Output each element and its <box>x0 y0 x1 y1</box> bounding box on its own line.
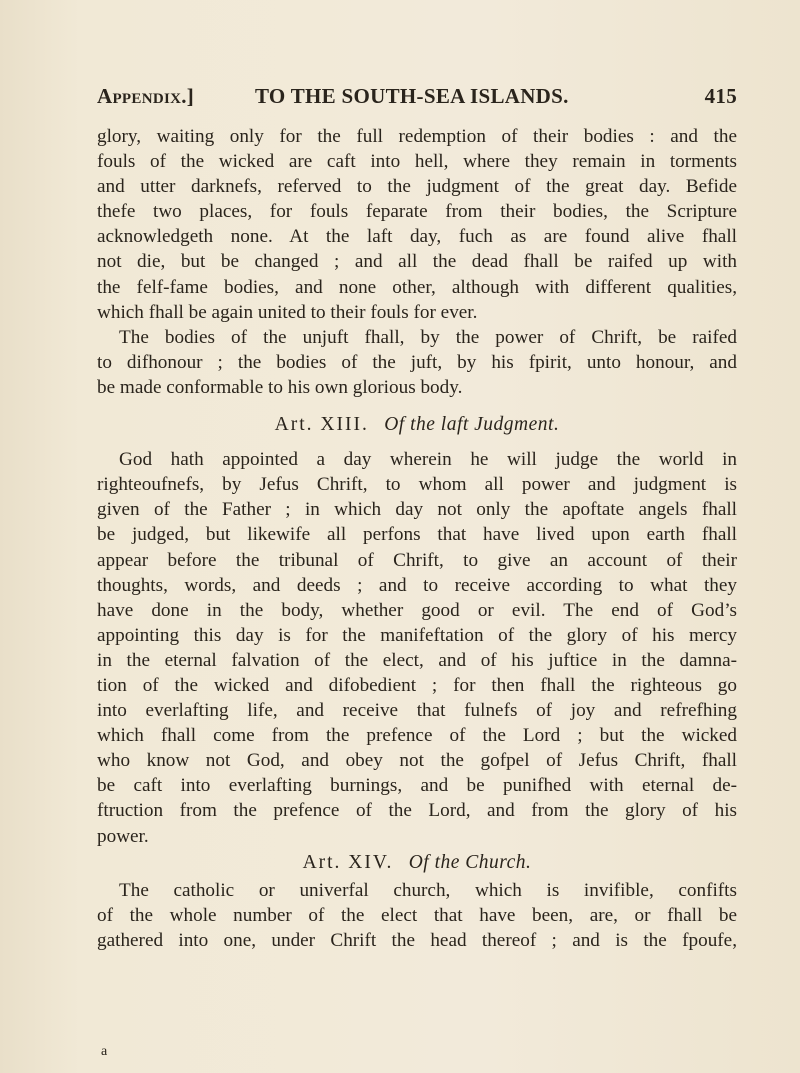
text-line: The catholic or univerfal church, which is invifible, confifts <box>119 879 737 901</box>
text-line: appear before the tribunal of Chrift, to give an account of their <box>97 549 737 571</box>
text-line: to difhonour ; the bodies of the juft, by his fpirit, unto honour, and <box>97 351 737 373</box>
text-line: be caft into everlafting burnings, and be punifhed with eternal de- <box>97 775 737 797</box>
article-title: Of the laft Judgment. <box>384 414 560 436</box>
signature-mark: a <box>101 1044 108 1059</box>
header-section: Appendix.] <box>97 84 195 108</box>
text-line: The bodies of the unjuft fhall, by the power of Chrift, be raifed <box>119 326 737 348</box>
page-body <box>97 124 737 953</box>
text-line: thefe two places, for fouls feparate from their bodies, the Scripture <box>97 201 737 223</box>
text-line: appointing this day is for the manifeftation of the glory of his mercy <box>97 624 737 646</box>
text-line: who know not God, and obey not the gofpel of Jefus Chrift, fhall <box>97 750 737 772</box>
text-line: given of the Father ; in which day not only the apoftate angels fhall <box>97 499 737 521</box>
text-line: glory, waiting only for the full redemption of their bodies : and the <box>97 126 737 147</box>
text-line: in the eternal falvation of the elect, and of his juftice in the damna- <box>97 649 737 671</box>
text-line: not die, but be changed ; and all the dead fhall be raifed up with <box>97 251 737 273</box>
text-line: of the whole number of the elect that have been, are, or fhall be <box>97 904 737 926</box>
text-line: ftruction from the prefence of the Lord, and from the glory of his <box>97 800 737 822</box>
text-line: be judged, but likewife all perfons that have lived upon earth fhall <box>97 524 737 546</box>
text-line: thoughts, words, and deeds ; and to receive according to what they <box>97 574 737 596</box>
text-line: God hath appointed a day wherein he will judge the world in <box>119 449 737 471</box>
text-line: acknowledgeth none. At the laft day, fuch as are found alive fhall <box>97 226 737 248</box>
text-line: gathered into one, under Chrift the head thereof ; and is the fpoufe, <box>97 929 737 951</box>
text-line: have done in the body, whether good or evil. The end of God’s <box>97 599 737 621</box>
text-line: righteoufnefs, by Jefus Chrift, to whom all power and judgment is <box>97 474 737 496</box>
text-line: be made conformable to his own glorious body. <box>97 376 463 398</box>
text-line: which fhall be again united to their fouls for ever. <box>97 301 478 323</box>
text-line: into everlafting life, and receive that fulnefs of joy and refrefhing <box>97 700 737 722</box>
paragraph-2 <box>97 325 737 400</box>
paragraph-3 <box>97 447 737 849</box>
text-line: power. <box>97 825 149 847</box>
paragraph-1 <box>97 124 737 325</box>
text-line: tion of the wicked and difobedient ; for then fhall the righteous go <box>97 674 737 696</box>
article-title: Of the Church. <box>408 851 532 873</box>
text-line: which fhall come from the prefence of the Lord ; but the wicked <box>97 725 737 747</box>
article-number: Art. XIII. <box>274 414 369 436</box>
article-number: Art. XIV. <box>302 851 394 873</box>
article-13-heading <box>97 412 737 437</box>
text-line: the felf-fame bodies, and none other, although with different qualities, <box>97 276 737 298</box>
paragraph-4 <box>97 878 737 953</box>
running-header <box>97 84 737 114</box>
page-number: 415 <box>704 84 737 108</box>
text-line: fouls of the wicked are caft into hell, where they remain in torments <box>97 151 737 173</box>
article-14-heading <box>97 850 737 875</box>
header-title: TO THE SOUTH-SEA ISLANDS. <box>255 84 569 108</box>
text-line: and utter darknefs, referved to the judgment of the great day. Befide <box>97 176 737 198</box>
